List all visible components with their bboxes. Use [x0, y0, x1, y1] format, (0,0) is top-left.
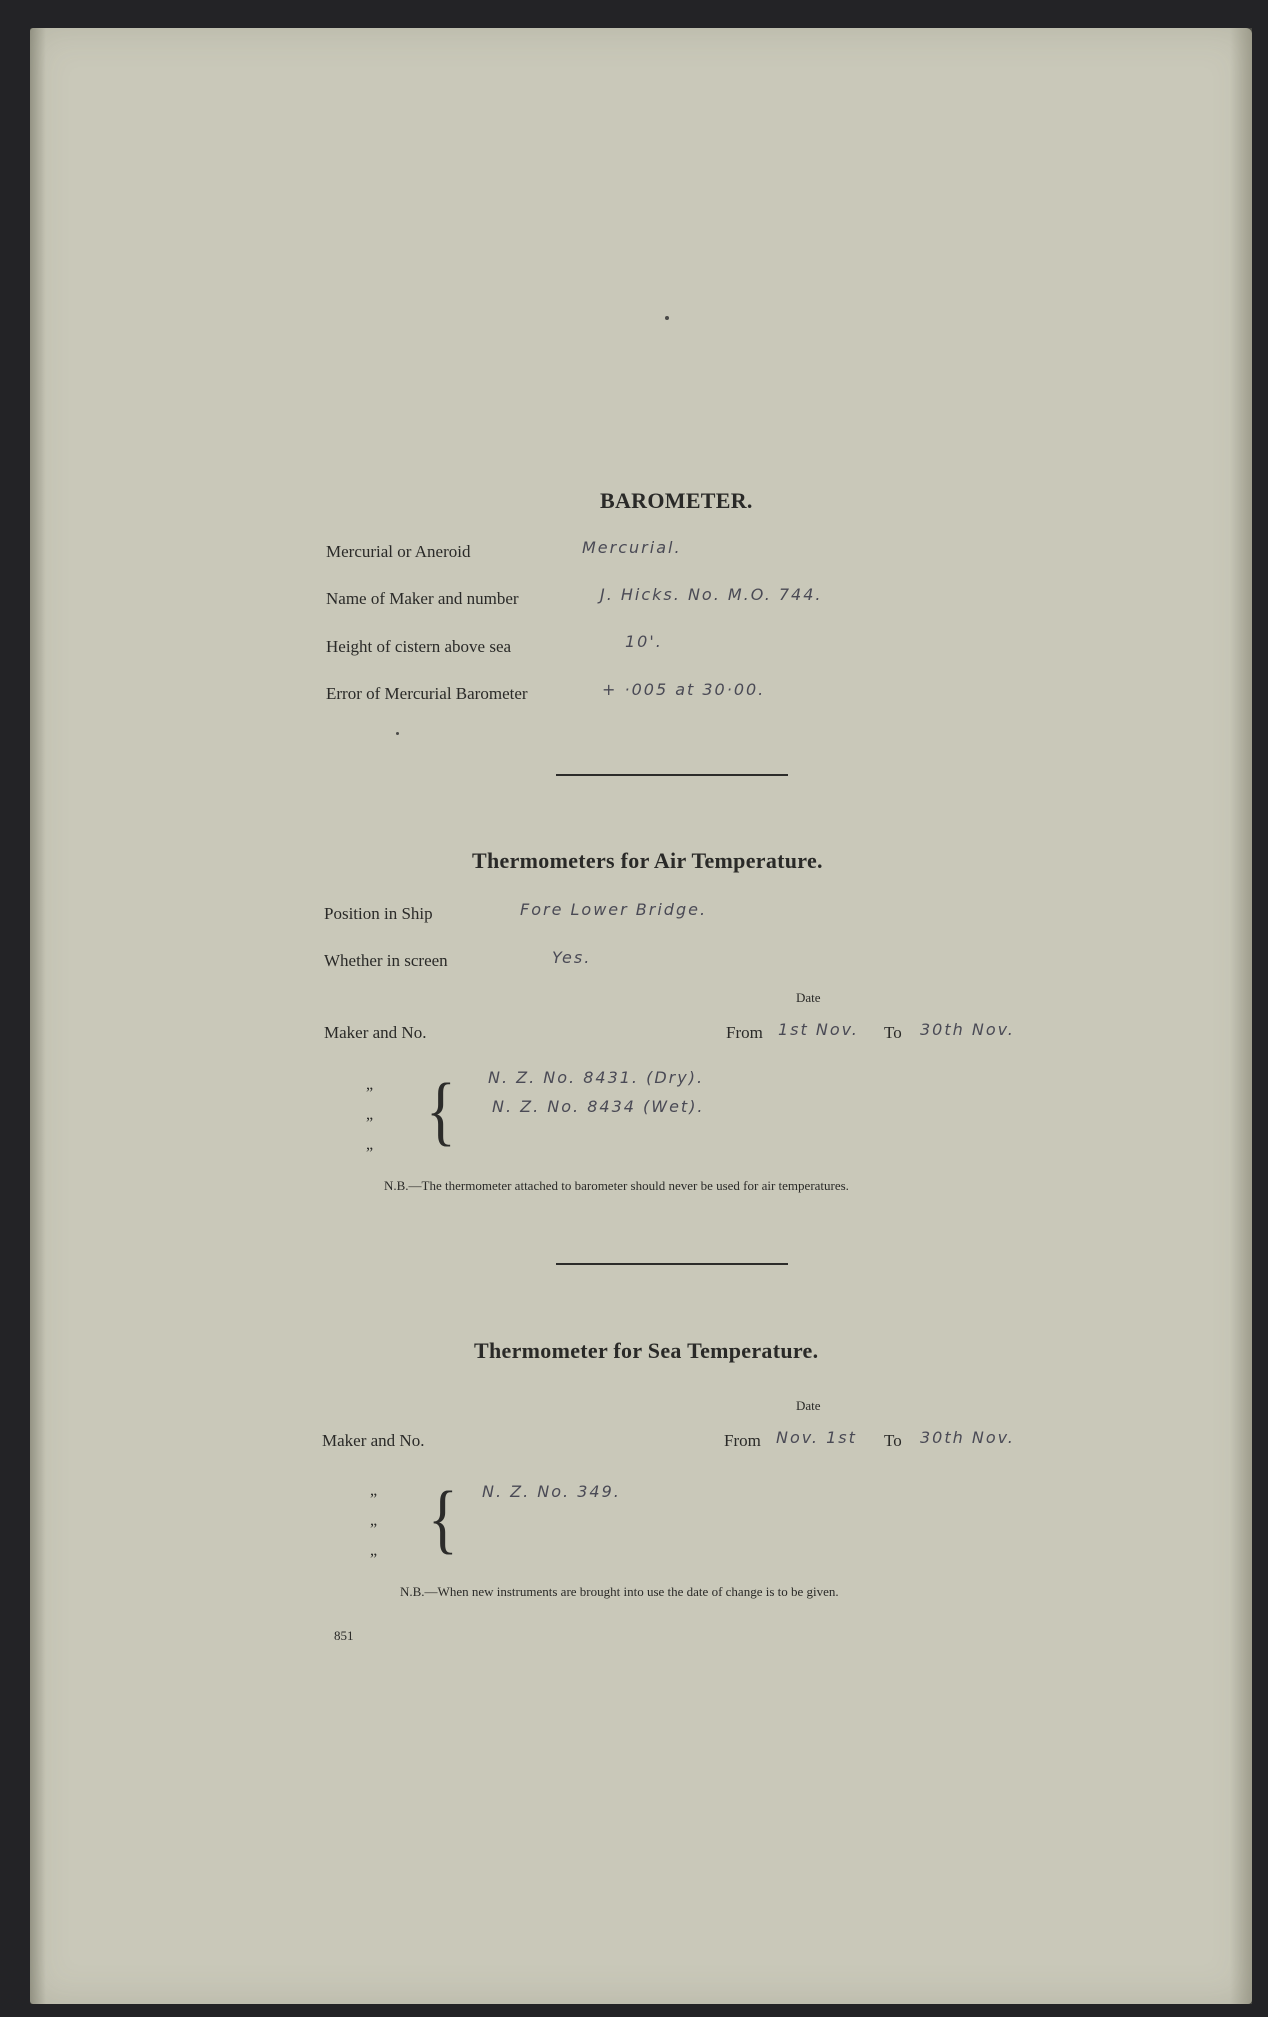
spine-shadow	[30, 28, 46, 2004]
ditto-mark: „	[370, 1542, 378, 1559]
sea-date-label: Date	[796, 1398, 821, 1413]
sea-maker-label: Maker and No.	[322, 1431, 425, 1450]
sea-note: N.B.—When new instruments are brought into use the date of change is to be given.	[400, 1584, 839, 1599]
sea-from-label: From	[724, 1431, 761, 1450]
ditto-mark: „	[370, 1512, 378, 1529]
sea-from-value: Nov. 1st	[776, 1428, 857, 1447]
document-page	[30, 28, 1252, 2004]
barometer-type-value: Mercurial.	[582, 538, 682, 557]
air-thermometer-entry: N. Z. No. 8431. (Dry).	[488, 1068, 705, 1087]
position-in-ship-label: Position in Ship	[324, 904, 433, 923]
sea-to-value: 30th Nov.	[920, 1428, 1015, 1447]
whether-in-screen-label: Whether in screen	[324, 951, 448, 970]
barometer-error-value: + ·005 at 30·00.	[602, 680, 766, 699]
air-from-value: 1st Nov.	[778, 1020, 859, 1039]
sea-thermometer-heading: Thermometer for Sea Temperature.	[474, 1338, 819, 1363]
sea-thermometer-entry: N. Z. No. 349.	[482, 1482, 621, 1501]
air-from-label: From	[726, 1023, 763, 1042]
barometer-maker-label: Name of Maker and number	[326, 589, 519, 608]
whether-in-screen-value: Yes.	[552, 948, 592, 967]
air-note: N.B.—The thermometer attached to barometer should never be used for air temperatures.	[384, 1178, 849, 1193]
barometer-height-value: 10'.	[625, 632, 663, 651]
barometer-type-label: Mercurial or Aneroid	[326, 542, 471, 561]
paper-speck	[665, 316, 669, 320]
air-to-label: To	[884, 1023, 902, 1042]
brace-icon: {	[426, 1068, 456, 1154]
barometer-maker-value: J. Hicks. No. M.O. 744.	[600, 585, 823, 604]
air-maker-label: Maker and No.	[324, 1023, 427, 1042]
brace-icon: {	[428, 1476, 458, 1562]
ditto-mark: „	[370, 1482, 378, 1499]
paper-speck	[396, 732, 399, 735]
ditto-mark: „	[366, 1076, 374, 1093]
air-thermometer-entry: N. Z. No. 8434 (Wet).	[492, 1097, 705, 1116]
air-date-label: Date	[796, 990, 821, 1005]
section-divider	[556, 1263, 788, 1265]
air-thermometers-heading: Thermometers for Air Temperature.	[472, 848, 823, 873]
barometer-heading: BAROMETER.	[600, 488, 753, 513]
barometer-error-label: Error of Mercurial Barometer	[326, 684, 528, 703]
page-edge	[1230, 28, 1252, 2004]
form-number: 851	[334, 1628, 354, 1643]
ditto-mark: „	[366, 1106, 374, 1123]
barometer-height-label: Height of cistern above sea	[326, 637, 512, 656]
ditto-mark: „	[366, 1136, 374, 1153]
position-in-ship-value: Fore Lower Bridge.	[520, 900, 708, 919]
sea-to-label: To	[884, 1431, 902, 1450]
section-divider	[556, 774, 788, 776]
air-to-value: 30th Nov.	[920, 1020, 1015, 1039]
